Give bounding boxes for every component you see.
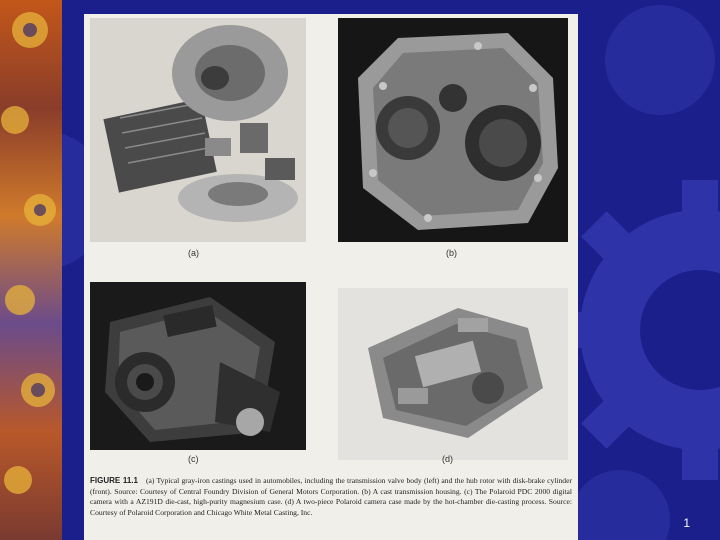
figure-caption	[90, 476, 572, 518]
figure-caption-text: (a) Typical gray-iron castings used in automobiles, including the transmission valve body (left) and the hub rotor with disk-brake cylinder (front). Source: Courtesy of Central Foundry Division of General Motors Corporation. (b) A cast transmission housing. (c) The Polaroid PDC 2000 digital camera with a AZ191D die-cast, high-purity magnesium case. (d) A two-piece Polaroid camera case made by the hot-chamber die-casting process. Source: Courtesy of Polaroid Corporation and Chicago White Metal Casting, Inc.	[90, 476, 572, 517]
panel-label-a: (a)	[188, 248, 199, 258]
photo-digital-camera	[90, 282, 306, 450]
decorative-gear-strip	[0, 0, 62, 540]
panel-label-c: (c)	[188, 454, 199, 464]
photo-gray-iron-castings	[90, 18, 306, 242]
slide-number: 1	[683, 516, 690, 530]
panel-label-d: (d)	[442, 454, 453, 464]
panel-label-b: (b)	[446, 248, 457, 258]
photo-camera-case	[338, 288, 568, 460]
photo-transmission-housing	[338, 18, 568, 242]
textbook-page-scan	[84, 14, 578, 540]
figure-title: FIGURE 11.1	[90, 476, 138, 485]
